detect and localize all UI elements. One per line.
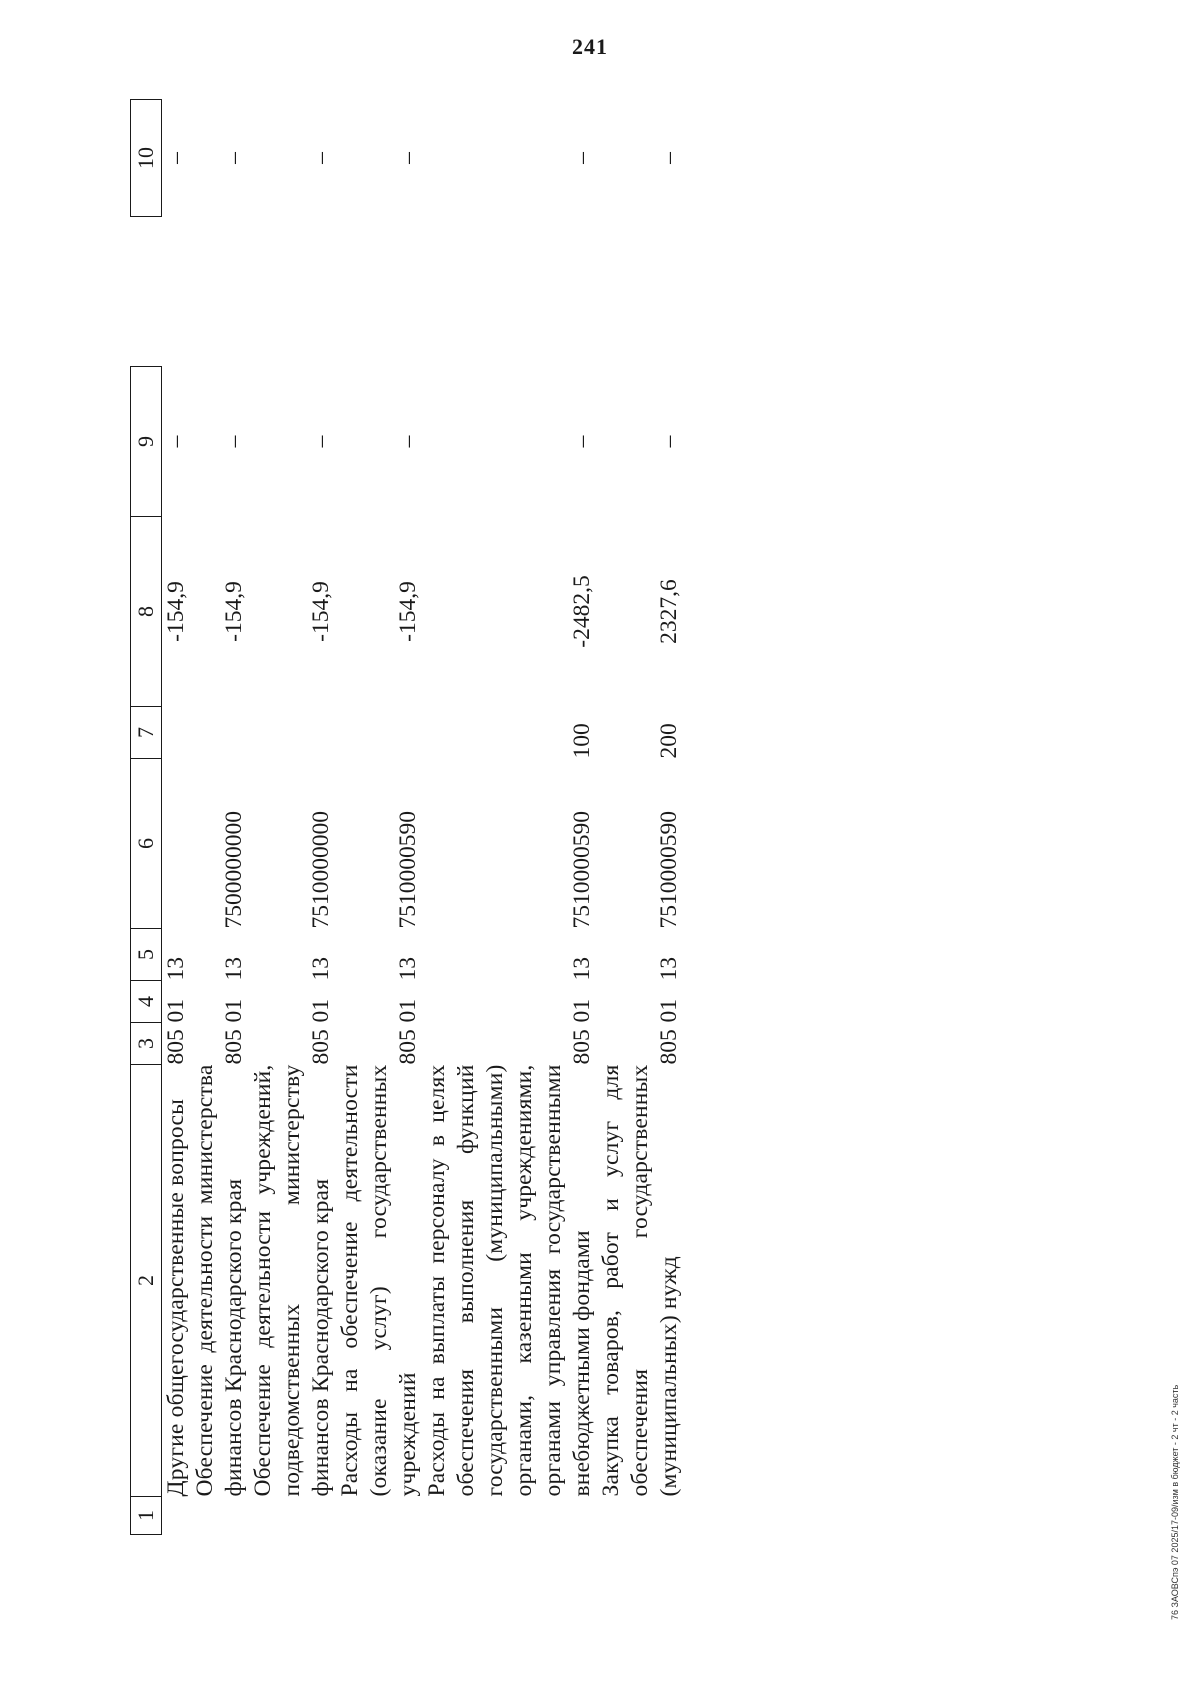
header-cell-1: 1 <box>131 1497 162 1535</box>
row-amount-10: – <box>569 152 595 164</box>
row-code-7 <box>191 707 249 759</box>
row-code-6: 7500000000 <box>221 811 247 929</box>
row-amount-9: – <box>656 435 682 448</box>
row-code-7 <box>162 707 192 759</box>
row-code-5: 13 <box>221 957 247 981</box>
row-code-4: 01 <box>395 999 421 1023</box>
row-code-6: 7510000000 <box>308 811 334 929</box>
row-code-3: 805 <box>395 1029 421 1065</box>
row-amount-10: – <box>395 152 421 164</box>
row-code-3: 805 <box>656 1029 682 1065</box>
row-code-7 <box>336 707 423 759</box>
row-code-3: 805 <box>221 1029 247 1065</box>
header-cell-7: 7 <box>131 707 162 759</box>
row-code-5: 13 <box>656 957 682 981</box>
header-cell-6: 6 <box>131 759 162 929</box>
row-amount-9: – <box>569 435 595 448</box>
row-code-5: 13 <box>569 957 595 981</box>
page-number: 241 <box>572 34 608 59</box>
table-row <box>597 100 684 1535</box>
table-row <box>162 100 192 1535</box>
row-code-3: 805 <box>308 1029 334 1065</box>
row-amount-9: – <box>395 435 421 448</box>
row-amount-9: – <box>163 435 189 448</box>
row-amount-10: – <box>221 152 247 164</box>
row-code-6 <box>162 759 192 929</box>
table-row <box>249 100 336 1535</box>
table-row <box>423 100 597 1535</box>
row-amount-10: – <box>163 152 189 164</box>
row-amount-8: 2327,6 <box>656 579 682 644</box>
row-code-7 <box>249 707 336 759</box>
table-row <box>336 100 423 1535</box>
row-code-5: 13 <box>163 957 189 981</box>
row-name: Расходы на обеспечение деятельности (оказание услуг) государственных учреждений <box>337 1064 421 1497</box>
row-code-6: 7510000590 <box>569 811 595 929</box>
row-code-4: 01 <box>221 999 247 1023</box>
table-header-row <box>131 100 162 1535</box>
row-amount-8: -154,9 <box>308 581 334 642</box>
header-cell-9: 9 <box>131 367 162 517</box>
budget-table <box>130 99 684 1535</box>
row-code-7: 100 <box>569 723 595 759</box>
row-code-4: 01 <box>656 999 682 1023</box>
row-code-3: 805 <box>569 1029 595 1065</box>
header-cell-3: 3 <box>131 1023 162 1065</box>
row-code-4: 01 <box>163 999 189 1023</box>
row-name: Закупка товаров, работ и услуг для обеспечения государственных (муниципальных) нужд <box>598 1064 682 1497</box>
row-code-3: 805 <box>163 1029 189 1065</box>
header-cell-8: 8 <box>131 517 162 707</box>
row-code-4: 01 <box>569 999 595 1023</box>
footer-document-code: 76 ЗАОВСпэ 07 2025/17-09/изм в бюджет - 2 чт - 2 часть <box>1170 1384 1180 1620</box>
row-amount-10: – <box>308 152 334 164</box>
row-code-5: 13 <box>395 957 421 981</box>
table-row <box>191 100 249 1535</box>
row-name: Другие общегосударственные вопросы <box>163 1098 189 1497</box>
header-cell-5: 5 <box>131 929 162 981</box>
row-amount-9: – <box>221 435 247 448</box>
header-cell-2: 2 <box>131 1065 162 1497</box>
row-amount-8: -154,9 <box>163 581 189 642</box>
row-code-6: 7510000590 <box>395 811 421 929</box>
row-amount-8: -154,9 <box>221 581 247 642</box>
row-amount-8: -154,9 <box>395 581 421 642</box>
header-cell-10: 10 <box>131 100 162 217</box>
row-name: Обеспечение деятельности министерства финансов Краснодарского края <box>192 1064 247 1497</box>
row-amount-10: – <box>656 152 682 164</box>
row-code-6: 7510000590 <box>656 811 682 929</box>
row-name: Обеспечение деятельности учреждений, подведомственных министерству финансов Краснодарского края <box>250 1064 334 1497</box>
rotated-table-area <box>130 100 1080 1535</box>
row-code-4: 01 <box>308 999 334 1023</box>
row-amount-9: – <box>308 435 334 448</box>
header-gap <box>131 217 162 367</box>
row-amount-8: -2482,5 <box>569 575 595 648</box>
row-code-7: 200 <box>656 723 682 759</box>
row-code-5: 13 <box>308 957 334 981</box>
row-name: Расходы на выплаты персоналу в целях обеспечения выполнения функций государственными (муниципальными) органами, казенными учреждениями, органами управления государственными внебюджетными фондами <box>424 1064 595 1497</box>
header-cell-4: 4 <box>131 981 162 1023</box>
